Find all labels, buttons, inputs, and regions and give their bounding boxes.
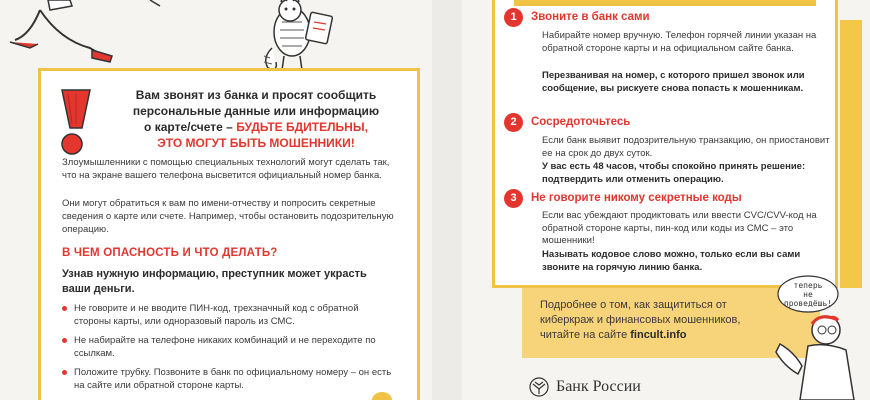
step-text: Набирайте номер вручную. Телефон горячей линии указан на обратной стороне карты и на официальном сайте банка.	[542, 30, 817, 54]
list-item: Не говорите и не вводите ПИН-код, трехзначный код с обратной стороны карты, или одноразовый пароль из СМС.	[62, 302, 392, 328]
svg-text:не: не	[803, 290, 813, 299]
danger-heading: В ЧЕМ ОПАСНОСТЬ И ЧТО ДЕЛАТЬ?	[62, 247, 278, 259]
bullet-dot-icon	[62, 370, 67, 375]
intro-paragraph: Они могут обратиться к вам по имени-отчеству и попросить секретные сведения о карте или счете. Например, чтобы остановить подозрительную операцию.	[62, 198, 394, 235]
warning-alert: ЭТО МОГУТ БЫТЬ МОШЕННИКИ!	[157, 136, 355, 150]
bullet-dot-icon	[62, 338, 67, 343]
step-warning: Перезванивая на номер, с которого пришел звонок или сообщение, вы рискуете снова попасть к мошенникам.	[542, 70, 805, 94]
exclamation-icon	[56, 88, 96, 158]
left-page	[0, 0, 432, 400]
svg-text:проведёшь!: проведёшь!	[783, 299, 833, 308]
intro-paragraph: Злоумышленники с помощью специальных технологий могут сделать так, что на экране вашего телефона высветится официальный номер банка.	[62, 157, 390, 181]
bank-name: Банк России	[556, 378, 641, 395]
list-item: Не набирайте на телефоне никаких комбинаций и не переходите по ссылкам.	[62, 334, 392, 360]
step-text: Если вас убеждают продиктовать или ввести CVC/CVV-код на обратной стороне карты, пин-код или коды из СМС – это мошенники!	[542, 210, 817, 246]
person-illustration	[750, 270, 870, 400]
page-gutter	[432, 0, 462, 400]
warning-line: Вам звонят из банка и просят сообщить	[135, 88, 377, 102]
right-page	[462, 0, 870, 400]
step-title: Звоните в банк сами	[531, 11, 650, 23]
bullet-dot-icon	[62, 306, 67, 311]
warning-line: персональные данные или информацию	[132, 104, 380, 118]
step-number: 2	[504, 113, 523, 132]
step-warning: У вас есть 48 часов, чтобы спокойно принять решение: подтвердить или отменить операцию.	[542, 161, 806, 185]
step-warning: Называть кодовое слово можно, только если вы сами звоните на горячую линию банка.	[542, 249, 801, 273]
warning-alert: БУДЬТЕ БДИТЕЛЬНЫ,	[236, 120, 368, 134]
eagle-emblem-icon	[528, 376, 550, 398]
bank-logo	[528, 376, 641, 398]
step-title: Не говорите никому секретные коды	[531, 192, 742, 204]
list-item: Положите трубку. Позвоните в банк по официальному номеру – он есть на сайте или обратной стороне карты.	[62, 366, 392, 392]
site-link[interactable]: fincult.info	[630, 329, 687, 341]
warning-line: о карте/счете –	[144, 120, 237, 134]
cat-illustration	[0, 0, 432, 75]
lead-text: Узнав нужную информацию, преступник может украсть ваши деньги.	[62, 268, 367, 295]
decorative-stripe	[514, 0, 816, 6]
warning-heading	[106, 87, 406, 151]
advice-list	[62, 302, 392, 398]
step-number: 3	[504, 189, 523, 208]
step-title: Сосредоточьтесь	[531, 116, 631, 128]
step-text: Если банк выявит подозрительную транзакцию, он приостановит ее на срок до двух суток.	[542, 135, 830, 159]
step-number: 1	[504, 8, 523, 27]
info-text: Подробнее о том, как защититься от киберкраж и финансовых мошенников, читайте на сайте fincult.info	[540, 299, 741, 341]
svg-text:теперь: теперь	[793, 281, 823, 290]
decorative-bar	[840, 20, 862, 288]
